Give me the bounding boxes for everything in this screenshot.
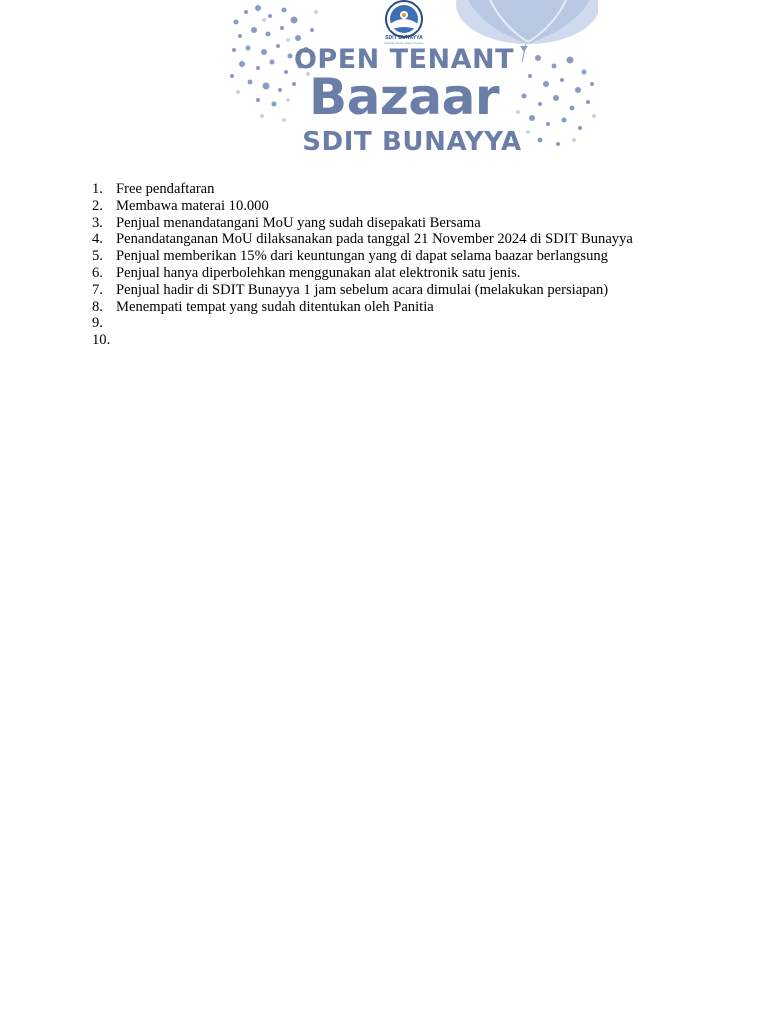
list-text: Penandatanganan MoU dilaksanakan pada tanggal 21 November 2024 di SDIT Bunayya — [116, 231, 633, 248]
banner-school-name: SDIT BUNAYYA — [302, 127, 522, 157]
list-number: 10. — [92, 332, 111, 349]
list-number: 3. — [92, 214, 103, 231]
list-number: 4. — [92, 231, 103, 248]
list-text: Membawa materai 10.000 — [116, 197, 269, 214]
list-number: 8. — [92, 298, 103, 315]
rules-list — [92, 181, 633, 349]
list-item — [92, 299, 633, 316]
list-item — [92, 231, 633, 248]
list-number: 9. — [92, 315, 103, 332]
list-item — [92, 282, 633, 299]
logo-name: SDIT BUNAYYA — [385, 35, 423, 41]
list-number: 2. — [92, 197, 103, 214]
banner-open-tenant: OPEN TENANT — [293, 44, 515, 75]
list-number: 7. — [92, 281, 103, 298]
list-text: Penjual menandatangani MoU yang sudah disepakati Bersama — [116, 214, 481, 231]
list-item — [92, 198, 633, 215]
list-item — [92, 332, 633, 349]
list-text: Menempati tempat yang sudah ditentukan oleh Panitia — [116, 298, 434, 315]
list-item — [92, 315, 633, 332]
list-number: 6. — [92, 264, 103, 281]
list-item — [92, 181, 633, 198]
list-text: Penjual hadir di SDIT Bunayya 1 jam sebelum acara dimulai (melakukan persiapan) — [116, 281, 609, 298]
list-number: 1. — [92, 181, 103, 197]
list-item — [92, 265, 633, 282]
list-number: 5. — [92, 248, 103, 265]
list-text: Penjual memberikan 15% dari keuntungan yang di dapat selama baazar berlangsung — [116, 248, 608, 265]
list-text: Free pendaftaran — [116, 181, 215, 197]
list-item — [92, 215, 633, 232]
banner-title: Bazaar — [308, 68, 500, 126]
logo-tagline: Sekolah Dasar Islam Terpadu — [384, 41, 424, 45]
list-text: Penjual hanya diperbolehkan menggunakan alat elektronik satu jenis. — [116, 264, 521, 281]
list-item — [92, 248, 633, 265]
